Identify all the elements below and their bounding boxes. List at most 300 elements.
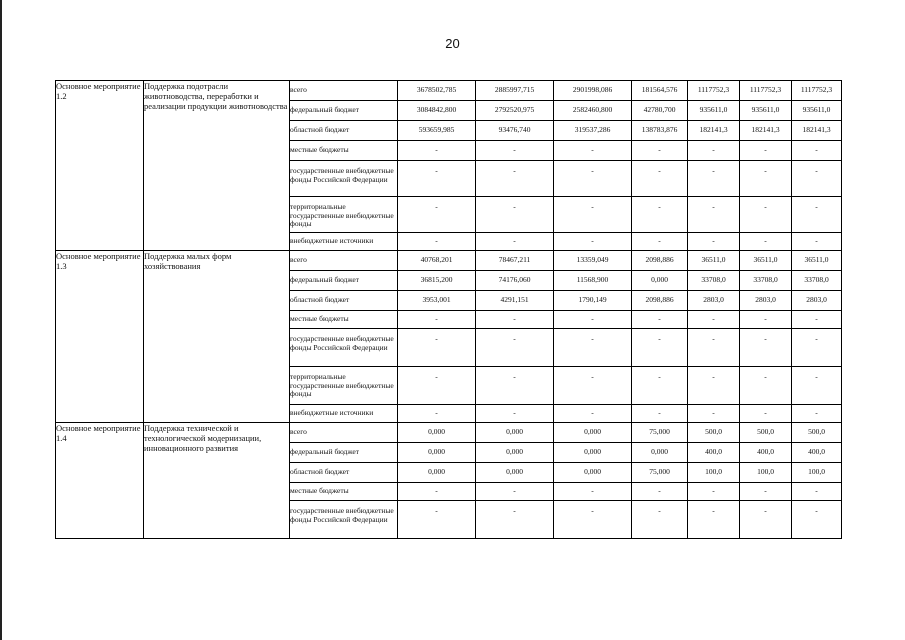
amount-value: 3678502,785 [416, 85, 457, 95]
amount-value: 3953,001 [422, 295, 451, 305]
funding-source [290, 463, 398, 483]
amount-cell [632, 423, 688, 443]
amount-value: 36511,0 [701, 255, 726, 265]
amount-value: 11568,900 [576, 275, 609, 285]
amount-value: - [764, 408, 767, 418]
amount-cell [740, 141, 792, 161]
amount-value: 138783,876 [641, 125, 678, 135]
amount-cell [554, 443, 632, 463]
amount-cell [688, 483, 740, 501]
funding-source [290, 501, 398, 539]
amount-cell [632, 291, 688, 311]
amount-cell [476, 251, 554, 271]
amount-cell [632, 197, 688, 233]
amount-value: - [658, 314, 661, 324]
amount-value: - [513, 408, 516, 418]
funding-source [290, 423, 398, 443]
amount-value: - [764, 486, 767, 496]
page-left-edge [0, 0, 2, 640]
table-row [56, 251, 842, 271]
amount-value: 400,0 [757, 447, 774, 457]
funding-source [290, 233, 398, 251]
amount-value: 2098,886 [645, 255, 674, 265]
amount-value: - [658, 408, 661, 418]
amount-value: 0,000 [584, 427, 601, 437]
amount-cell [398, 423, 476, 443]
funding-source-label: внебюджетные источники [290, 236, 374, 246]
funding-source-label: территориальные государственные внебюджетные фонды [290, 372, 394, 399]
funding-source-label: областной бюджет [290, 125, 350, 135]
funding-source [290, 443, 398, 463]
amount-cell [688, 161, 740, 197]
amount-value: - [591, 408, 594, 418]
amount-cell [632, 443, 688, 463]
amount-cell [554, 141, 632, 161]
amount-cell [398, 271, 476, 291]
amount-cell [792, 251, 842, 271]
page-number: 20 [445, 36, 460, 51]
amount-value: - [815, 145, 818, 155]
amount-cell [688, 291, 740, 311]
amount-cell [740, 463, 792, 483]
amount-value: - [764, 334, 767, 343]
amount-cell [554, 329, 632, 367]
amount-value: - [712, 236, 715, 246]
amount-value: - [712, 408, 715, 418]
amount-value: - [712, 166, 715, 175]
funding-source-label: государственные внебюджетные фонды Российской Федерации [290, 334, 394, 352]
amount-value: - [712, 506, 715, 515]
amount-cell [476, 443, 554, 463]
amount-value: - [435, 236, 438, 246]
amount-cell [792, 501, 842, 539]
amount-value: - [764, 506, 767, 515]
amount-value: - [764, 166, 767, 175]
amount-value: 0,000 [428, 427, 445, 437]
amount-value: 0,000 [506, 447, 523, 457]
amount-value: - [815, 408, 818, 418]
funding-source [290, 483, 398, 501]
amount-value: 1117752,3 [800, 85, 833, 95]
amount-value: 935611,0 [699, 105, 728, 115]
funding-source-label: всего [290, 85, 307, 95]
funding-source [290, 271, 398, 291]
funding-source-label: государственные внебюджетные фонды Российской Федерации [290, 166, 394, 184]
amount-cell [740, 423, 792, 443]
amount-value: - [815, 314, 818, 324]
amount-value: - [513, 486, 516, 496]
amount-value: - [712, 314, 715, 324]
funding-source-label: всего [290, 427, 307, 437]
amount-value: 4291,151 [500, 295, 529, 305]
amount-value: 2582460,800 [572, 105, 613, 115]
amount-cell [688, 405, 740, 423]
amount-cell [632, 329, 688, 367]
amount-value: 400,0 [705, 447, 722, 457]
amount-value: - [591, 334, 594, 343]
amount-value: - [435, 408, 438, 418]
amount-cell [792, 81, 842, 101]
amount-cell [398, 81, 476, 101]
amount-value: - [658, 506, 661, 515]
amount-value: - [764, 236, 767, 246]
amount-cell [740, 101, 792, 121]
amount-value: - [815, 372, 818, 381]
amount-value: 0,000 [651, 275, 668, 285]
amount-cell [740, 81, 792, 101]
amount-value: - [658, 166, 661, 175]
amount-value: 1790,149 [578, 295, 607, 305]
amount-cell [554, 463, 632, 483]
amount-cell [740, 311, 792, 329]
amount-value: 319537,286 [574, 125, 611, 135]
amount-value: 33708,0 [701, 275, 726, 285]
amount-value: - [591, 145, 594, 155]
amount-cell [398, 311, 476, 329]
amount-value: - [658, 145, 661, 155]
amount-value: 13359,049 [576, 255, 609, 265]
amount-value: - [435, 506, 438, 515]
amount-value: 593659,985 [418, 125, 455, 135]
amount-cell [476, 271, 554, 291]
amount-cell [554, 367, 632, 405]
funding-source [290, 141, 398, 161]
amount-value: 33708,0 [753, 275, 778, 285]
amount-value: - [658, 334, 661, 343]
amount-cell [476, 463, 554, 483]
funding-source-label: местные бюджеты [290, 314, 349, 324]
amount-cell [398, 367, 476, 405]
amount-cell [688, 197, 740, 233]
amount-cell [792, 141, 842, 161]
amount-value: 181564,576 [641, 85, 678, 95]
amount-value: 78467,211 [498, 255, 531, 265]
amount-cell [398, 291, 476, 311]
amount-value: - [435, 372, 438, 381]
amount-cell [740, 329, 792, 367]
amount-value: - [435, 202, 438, 211]
amount-cell [688, 271, 740, 291]
amount-cell [554, 483, 632, 501]
amount-value: - [513, 202, 516, 211]
measure-title: Поддержка технической и технологической модернизации, инновационного развития [144, 423, 290, 539]
amount-cell [554, 161, 632, 197]
amount-cell [688, 501, 740, 539]
amount-value: 93476,740 [498, 125, 531, 135]
amount-cell [632, 271, 688, 291]
amount-value: - [513, 145, 516, 155]
amount-value: - [764, 372, 767, 381]
amount-value: 2098,886 [645, 295, 674, 305]
amount-cell [632, 161, 688, 197]
funding-source [290, 405, 398, 423]
funding-source-label: федеральный бюджет [290, 275, 360, 285]
measure-label: Основное мероприятие 1.2 [56, 81, 144, 251]
amount-value: 500,0 [705, 427, 722, 437]
amount-cell [476, 233, 554, 251]
amount-cell [740, 501, 792, 539]
amount-value: - [815, 506, 818, 515]
amount-value: - [712, 334, 715, 343]
amount-cell [554, 251, 632, 271]
amount-value: - [435, 334, 438, 343]
amount-cell [398, 197, 476, 233]
funding-source-label: областной бюджет [290, 467, 350, 477]
funding-source-label: федеральный бюджет [290, 105, 360, 115]
amount-value: - [435, 486, 438, 496]
amount-cell [476, 501, 554, 539]
amount-value: - [815, 334, 818, 343]
amount-cell [476, 311, 554, 329]
amount-value: 400,0 [808, 447, 825, 457]
amount-cell [688, 443, 740, 463]
amount-value: 1117752,3 [749, 85, 782, 95]
amount-value: - [658, 372, 661, 381]
amount-cell [398, 405, 476, 423]
amount-value: - [658, 202, 661, 211]
amount-value: 75,000 [649, 427, 670, 437]
amount-cell [632, 101, 688, 121]
funding-source-label: федеральный бюджет [290, 447, 360, 457]
amount-cell [554, 81, 632, 101]
amount-value: 0,000 [428, 467, 445, 477]
amount-value: 182141,3 [751, 125, 780, 135]
funding-source-label: местные бюджеты [290, 145, 349, 155]
amount-cell [792, 367, 842, 405]
amount-cell [476, 161, 554, 197]
amount-value: - [658, 236, 661, 246]
amount-value: 2803,0 [755, 295, 776, 305]
amount-cell [632, 81, 688, 101]
amount-cell [632, 311, 688, 329]
amount-value: 182141,3 [699, 125, 728, 135]
amount-value: 75,000 [649, 467, 670, 477]
amount-cell [792, 311, 842, 329]
amount-cell [398, 251, 476, 271]
funding-source [290, 121, 398, 141]
amount-value: 40768,201 [420, 255, 453, 265]
amount-value: 935611,0 [751, 105, 780, 115]
budget-table-body [56, 81, 842, 539]
amount-cell [554, 311, 632, 329]
amount-value: - [591, 166, 594, 175]
amount-cell [476, 81, 554, 101]
amount-cell [398, 101, 476, 121]
amount-cell [688, 141, 740, 161]
amount-cell [632, 251, 688, 271]
amount-value: - [591, 314, 594, 324]
amount-cell [398, 443, 476, 463]
amount-value: 2803,0 [703, 295, 724, 305]
amount-cell [688, 311, 740, 329]
amount-cell [398, 121, 476, 141]
amount-value: - [513, 334, 516, 343]
amount-value: - [513, 372, 516, 381]
amount-value: - [435, 314, 438, 324]
amount-cell [688, 101, 740, 121]
amount-value: 0,000 [506, 467, 523, 477]
amount-value: 0,000 [506, 427, 523, 437]
amount-value: - [764, 202, 767, 211]
amount-cell [398, 483, 476, 501]
amount-value: - [591, 202, 594, 211]
amount-value: 74176,060 [498, 275, 531, 285]
amount-value: 1117752,3 [697, 85, 730, 95]
amount-value: 100,0 [757, 467, 774, 477]
amount-value: 0,000 [584, 467, 601, 477]
amount-cell [632, 463, 688, 483]
amount-value: - [764, 314, 767, 324]
amount-cell [740, 483, 792, 501]
amount-cell [476, 367, 554, 405]
amount-cell [476, 423, 554, 443]
amount-cell [688, 423, 740, 443]
amount-cell [632, 121, 688, 141]
amount-value: - [712, 145, 715, 155]
amount-value: - [591, 236, 594, 246]
amount-cell [554, 233, 632, 251]
amount-value: 33708,0 [804, 275, 829, 285]
amount-value: - [658, 486, 661, 496]
amount-cell [792, 463, 842, 483]
amount-cell [476, 329, 554, 367]
amount-cell [740, 443, 792, 463]
funding-source-label: территориальные государственные внебюджетные фонды [290, 202, 394, 229]
amount-cell [792, 423, 842, 443]
amount-value: 500,0 [808, 427, 825, 437]
table-row [56, 81, 842, 101]
funding-source-label: всего [290, 255, 307, 265]
funding-source [290, 161, 398, 197]
measure-title: Поддержка малых форм хозяйствования [144, 251, 290, 423]
amount-cell [688, 367, 740, 405]
amount-cell [398, 233, 476, 251]
amount-value: - [591, 506, 594, 515]
amount-cell [476, 405, 554, 423]
amount-value: - [815, 202, 818, 211]
amount-value: - [513, 506, 516, 515]
funding-source [290, 311, 398, 329]
amount-cell [398, 141, 476, 161]
amount-cell [688, 81, 740, 101]
amount-cell [688, 463, 740, 483]
amount-value: - [513, 166, 516, 175]
funding-source [290, 291, 398, 311]
amount-cell [740, 405, 792, 423]
amount-cell [688, 251, 740, 271]
amount-cell [792, 101, 842, 121]
funding-source [290, 329, 398, 367]
amount-value: - [513, 236, 516, 246]
funding-source [290, 251, 398, 271]
amount-cell [688, 233, 740, 251]
amount-value: 3084842,800 [416, 105, 457, 115]
amount-cell [792, 443, 842, 463]
amount-cell [476, 197, 554, 233]
amount-cell [398, 501, 476, 539]
measure-label: Основное мероприятие 1.4 [56, 423, 144, 539]
amount-cell [632, 483, 688, 501]
funding-source-label: местные бюджеты [290, 486, 349, 496]
amount-value: - [815, 486, 818, 496]
amount-cell [740, 291, 792, 311]
amount-value: 935611,0 [802, 105, 831, 115]
amount-cell [476, 291, 554, 311]
amount-cell [740, 367, 792, 405]
amount-cell [398, 161, 476, 197]
amount-value: 36511,0 [753, 255, 778, 265]
amount-cell [792, 161, 842, 197]
amount-cell [740, 233, 792, 251]
amount-cell [632, 141, 688, 161]
amount-value: 100,0 [808, 467, 825, 477]
amount-cell [740, 251, 792, 271]
amount-cell [398, 463, 476, 483]
amount-cell [554, 101, 632, 121]
amount-value: 0,000 [651, 447, 668, 457]
amount-value: - [815, 166, 818, 175]
amount-cell [476, 101, 554, 121]
amount-value: - [712, 486, 715, 496]
amount-cell [632, 367, 688, 405]
amount-value: - [764, 145, 767, 155]
amount-cell [554, 197, 632, 233]
amount-cell [476, 141, 554, 161]
table-row [56, 423, 842, 443]
funding-source-label: государственные внебюджетные фонды Российской Федерации [290, 506, 394, 524]
amount-value: 36511,0 [804, 255, 829, 265]
amount-value: 0,000 [584, 447, 601, 457]
amount-value: - [513, 314, 516, 324]
amount-value: 2803,0 [806, 295, 827, 305]
measure-title: Поддержка подотрасли животноводства, переработки и реализации продукции животноводства [144, 81, 290, 251]
funding-source [290, 101, 398, 121]
funding-source [290, 367, 398, 405]
amount-cell [554, 291, 632, 311]
amount-cell [792, 291, 842, 311]
funding-source-label: областной бюджет [290, 295, 350, 305]
amount-value: 36815,200 [420, 275, 453, 285]
amount-cell [792, 121, 842, 141]
funding-source [290, 81, 398, 101]
amount-value: - [591, 486, 594, 496]
amount-value: 500,0 [757, 427, 774, 437]
amount-value: - [815, 236, 818, 246]
amount-cell [554, 405, 632, 423]
amount-value: 2901998,086 [572, 85, 613, 95]
measure-label: Основное мероприятие 1.3 [56, 251, 144, 423]
amount-value: - [712, 372, 715, 381]
amount-cell [792, 405, 842, 423]
budget-table [55, 80, 842, 539]
amount-value: 100,0 [705, 467, 722, 477]
amount-cell [792, 329, 842, 367]
amount-cell [688, 329, 740, 367]
amount-value: - [435, 145, 438, 155]
amount-cell [792, 197, 842, 233]
amount-value: - [435, 166, 438, 175]
amount-cell [688, 121, 740, 141]
amount-cell [740, 121, 792, 141]
funding-source [290, 197, 398, 233]
amount-value: 0,000 [428, 447, 445, 457]
amount-cell [554, 121, 632, 141]
amount-value: - [712, 202, 715, 211]
amount-value: 42780,700 [643, 105, 676, 115]
amount-value: 2792520,975 [494, 105, 535, 115]
amount-cell [554, 271, 632, 291]
amount-cell [476, 121, 554, 141]
